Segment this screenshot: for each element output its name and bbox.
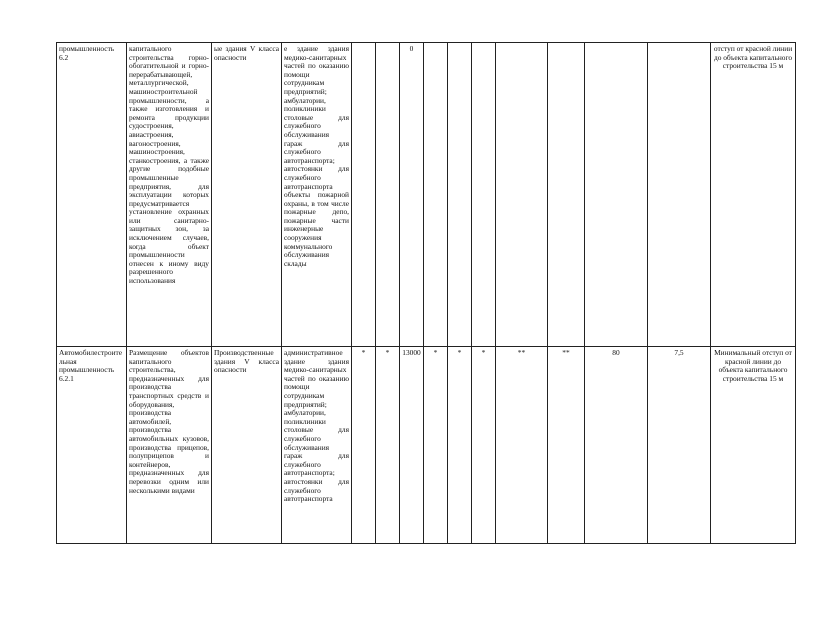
setback-cell: Минимальный отступ от красной линии до объекта капитального строительства 15 м: [711, 347, 796, 544]
param-cell: **: [496, 347, 548, 544]
param-cell: [424, 43, 448, 347]
param-cell: *: [376, 347, 400, 544]
main-use-cell: ые здания V класса опасности: [212, 43, 282, 347]
param-cell: *: [352, 347, 376, 544]
param-cell: [376, 43, 400, 347]
param-cell: [648, 43, 711, 347]
param-cell: [472, 43, 496, 347]
param-cell: 80: [585, 347, 648, 544]
auxiliary-use-cell: административное здание здания медико-санитарных частей по оказанию помощи сотрудникам предприятий; амбулатории, поликлиники столовые для служебного обслуживания гараж для служебного автотранспорта; автостоянки для служебного автотранспорта: [282, 347, 352, 544]
param-cell: 7,5: [648, 347, 711, 544]
param-cell: *: [424, 347, 448, 544]
param-cell: *: [472, 347, 496, 544]
setback-cell: отступ от красной линии до объекта капитального строительства 15 м: [711, 43, 796, 347]
land-use-name-cell: промышленность 6.2: [57, 43, 127, 347]
param-cell: 0: [400, 43, 424, 347]
zoning-regulations-table: [56, 42, 796, 544]
param-cell: [448, 43, 472, 347]
param-cell: [496, 43, 548, 347]
land-use-name-cell: Автомобилестроительная промышленность 6.2.1: [57, 347, 127, 544]
param-cell: 13000: [400, 347, 424, 544]
param-cell: **: [548, 347, 585, 544]
param-cell: [585, 43, 648, 347]
param-cell: [548, 43, 585, 347]
table-row: [57, 43, 796, 347]
table-row: [57, 347, 796, 544]
auxiliary-use-cell: е здание здания медико-санитарных частей по оказанию помощи сотрудникам предприятий; амбулатории, поликлиники столовые для служебного обслуживания гараж для служебного автотранспорта; автостоянки для служебного автотранспорта объекты пожарной охраны, в том числе пожарные депо, пожарные части инженерные сооружения коммунального обслуживания склады: [282, 43, 352, 347]
main-use-cell: Производственные здания V класса опасности: [212, 347, 282, 544]
param-cell: *: [448, 347, 472, 544]
land-use-description-cell: Размещение объектов капитального строительства, предназначенных для производства транспортных средств и оборудования, производства автомобилей, производства автомобильных кузовов, производства прицепов, полуприцепов и контейнеров, предназначенных для перевозки одним или несколькими видами: [127, 347, 212, 544]
land-use-description-cell: капитального строительства горно-обогатительной и горно-перерабатывающей, металлургической, машиностроительной промышленности, а также изготовления и ремонта продукции судостроения, авиастроения, вагоностроения, машиностроения, станкостроения, а также другие подобные промышленные предприятия, для эксплуатации которых предусматривается установление охранных или санитарно-защитных зон, за исключением случаев, когда объект промышленности отнесен к иному виду разрешенного использования: [127, 43, 212, 347]
param-cell: [352, 43, 376, 347]
